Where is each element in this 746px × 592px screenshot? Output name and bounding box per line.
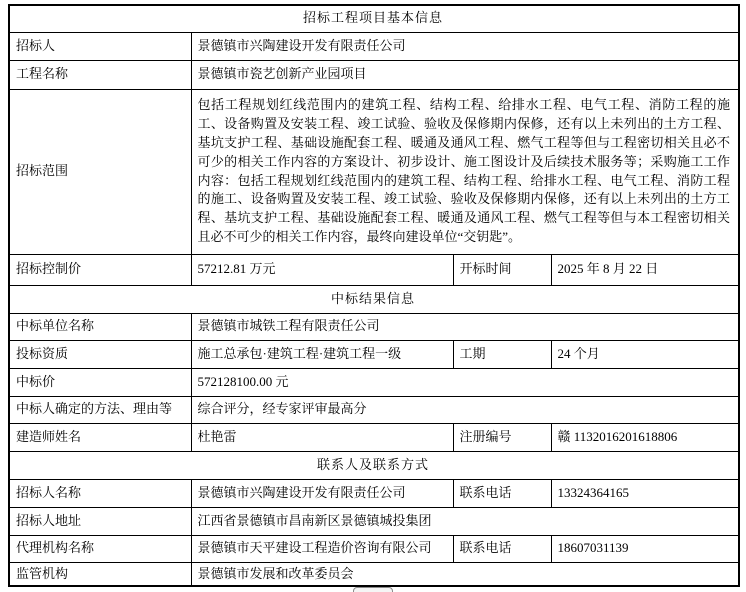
table-row <box>9 285 739 313</box>
open-time-value: 2025 年 8 月 22 日 <box>551 254 739 285</box>
table-row <box>9 423 739 451</box>
table-row <box>9 396 739 423</box>
tender-info-table <box>8 4 740 587</box>
tenderer-label: 招标人 <box>9 32 191 60</box>
table-row <box>9 32 739 60</box>
table-row <box>9 562 739 586</box>
table-row <box>9 60 739 89</box>
contact-tenderer-value: 景德镇市兴陶建设开发有限责任公司 <box>191 479 453 507</box>
project-name-label: 工程名称 <box>9 60 191 89</box>
phone2-label: 联系电话 <box>453 535 551 562</box>
phone2-value: 18607031139 <box>551 535 739 562</box>
winning-price-label: 中标价 <box>9 368 191 396</box>
method-value: 综合评分，经专家评审最高分 <box>191 396 739 423</box>
table-row <box>9 5 739 32</box>
agency-label: 代理机构名称 <box>9 535 191 562</box>
control-price-value: 57212.81 万元 <box>191 254 453 285</box>
scope-label: 招标范围 <box>9 89 191 254</box>
phone1-value: 13324364165 <box>551 479 739 507</box>
regulator-label: 监管机构 <box>9 562 191 586</box>
winning-price-value: 572128100.00 元 <box>191 368 739 396</box>
section-title-basic-info: 招标工程项目基本信息 <box>9 5 739 32</box>
scope-value: 包括工程规划红线范围内的建筑工程、结构工程、给排水工程、电气工程、消防工程的施工、设备购置及安装工程、竣工试验、验收及保修期内保修，还有以上未列出的土方工程、基坑支护工程、基础设施配套工程、暖通及通风工程、燃气工程等但与工程密切相关且必不可少的相关工作内容的方案设计、初步设计、施工图设计及后续技术服务等；采购施工工作内容：包括工程规划红线范围内的建筑工程、结构工程、给排水工程、电气工程、消防工程的施工、设备购置及安装工程、竣工试验、验收及保修期内保修，还有以上未列出的土方工程、基坑支护工程、基础设施配套工程、暖通及通风工程、燃气工程等但与本工程密切相关且必不可少的相关工作内容，最终向建设单位“交钥匙”。 <box>191 89 739 254</box>
duration-value: 24 个月 <box>551 340 739 368</box>
agency-value: 景德镇市天平建设工程造价咨询有限公司 <box>191 535 453 562</box>
qualification-label: 投标资质 <box>9 340 191 368</box>
table-row <box>9 451 739 479</box>
method-label: 中标人确定的方法、理由等 <box>9 396 191 423</box>
regulator-value: 景德镇市发展和改革委员会 <box>191 562 739 586</box>
reg-no-value: 赣 1132016201618806 <box>551 423 739 451</box>
table-row <box>9 340 739 368</box>
tenderer-value: 景德镇市兴陶建设开发有限责任公司 <box>191 32 739 60</box>
table-row <box>9 89 739 254</box>
control-price-label: 招标控制价 <box>9 254 191 285</box>
address-value: 江西省景德镇市昌南新区景德镇城投集团 <box>191 507 739 535</box>
contact-tenderer-label: 招标人名称 <box>9 479 191 507</box>
phone1-label: 联系电话 <box>453 479 551 507</box>
table-row <box>9 535 739 562</box>
table-row <box>9 507 739 535</box>
winner-value: 景德镇市城铁工程有限责任公司 <box>191 313 739 340</box>
builder-name-value: 杜艳雷 <box>191 423 453 451</box>
section-title-result-info: 中标结果信息 <box>9 285 739 313</box>
reg-no-label: 注册编号 <box>453 423 551 451</box>
bottom-partial-button[interactable] <box>353 587 393 592</box>
winner-label: 中标单位名称 <box>9 313 191 340</box>
table-row <box>9 313 739 340</box>
table-row <box>9 368 739 396</box>
qualification-value: 施工总承包·建筑工程·建筑工程一级 <box>191 340 453 368</box>
open-time-label: 开标时间 <box>453 254 551 285</box>
builder-name-label: 建造师姓名 <box>9 423 191 451</box>
table-row <box>9 479 739 507</box>
address-label: 招标人地址 <box>9 507 191 535</box>
table-row <box>9 254 739 285</box>
project-name-value: 景德镇市瓷艺创新产业园项目 <box>191 60 739 89</box>
duration-label: 工期 <box>453 340 551 368</box>
section-title-contact-info: 联系人及联系方式 <box>9 451 739 479</box>
